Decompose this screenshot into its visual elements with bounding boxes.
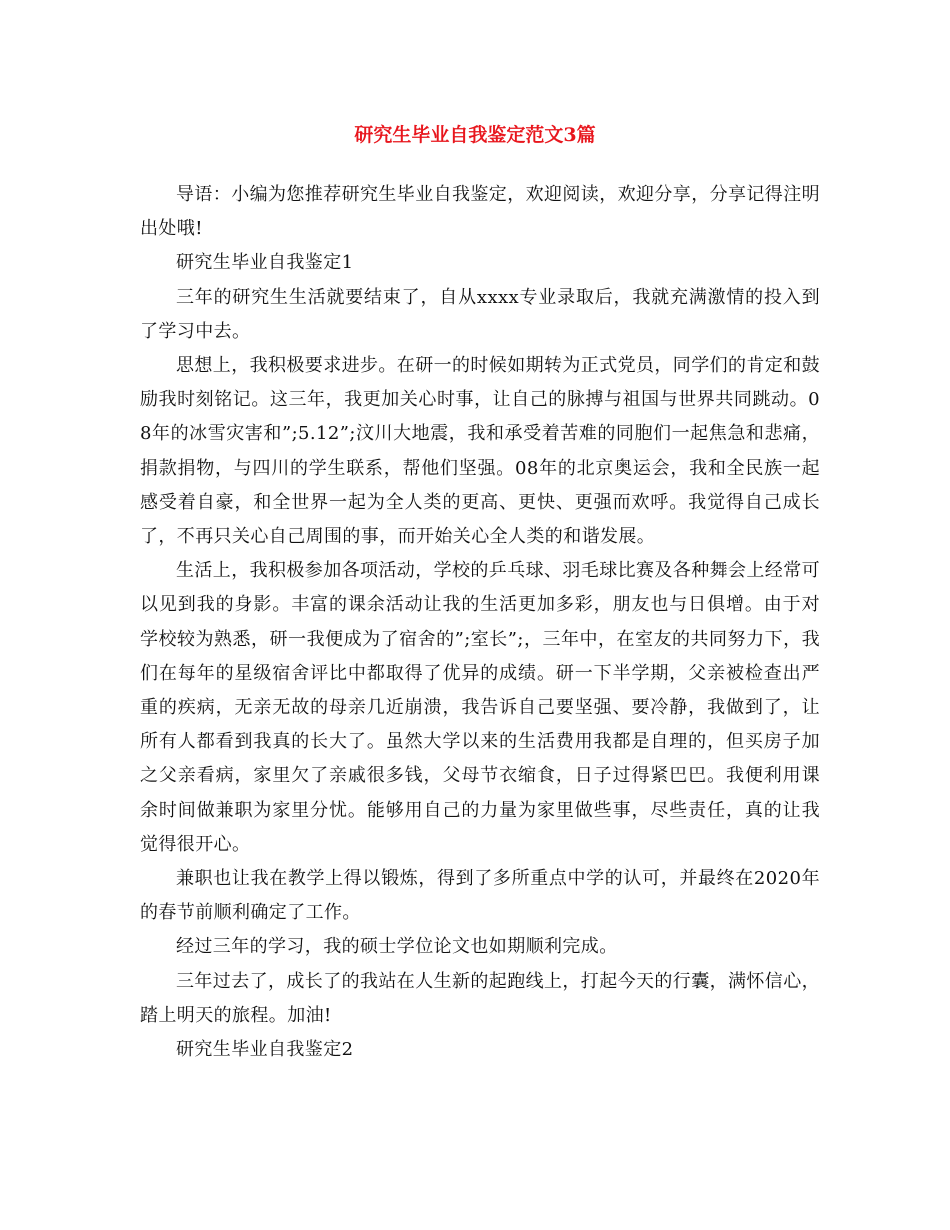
paragraph-3: 生活上，我积极参加各项活动，学校的乒乓球、羽毛球比赛及各种舞会上经常可以见到我的身影。丰富的课余活动让我的生活更加多彩，朋友也与日俱增。由于对学校较为熟悉，研一我便成为了宿舍的”;室长”;，三年中，在室友的共同努力下，我们在每年的星级宿舍评比中都取得了优异的成绩。研一下半学期，父亲被检查出严重的疾病，无亲无故的母亲几近崩溃，我告诉自己要坚强、要冷静，我做到了，让所有人都看到我真的长大了。虽然大学以来的生活费用我都是自理的，但买房子加之父亲看病，家里欠了亲戚很多钱，父母节衣缩食，日子过得紧巴巴。我便利用课余时间做兼职为家里分忧。能够用自己的力量为家里做些事，尽些责任，真的让我觉得很开心。 <box>140 560 820 855</box>
section-heading-2: 研究生毕业自我鉴定2 <box>176 1039 354 1061</box>
paragraph-2: 思想上，我积极要求进步。在研一的时候如期转为正式党员，同学们的肯定和鼓励我时刻铭记。这三年，我更加关心时事，让自己的脉搏与祖国与世界共同跳动。08年的冰雪灾害和”;5.12”;汶川大地震，我和承受着苦难的同胞们一起焦急和悲痛，捐款捐物，与四川的学生联系，帮他们坚强。08年的北京奥运会，我和全民族一起感受着自豪，和全世界一起为全人类的更高、更快、更强而欢呼。我觉得自己成长了，不再只关心自己周围的事，而开始关心全人类的和谐发展。 <box>140 355 820 548</box>
intro-paragraph: 导语：小编为您推荐研究生毕业自我鉴定，欢迎阅读，欢迎分享，分享记得注明出处哦! <box>140 184 820 240</box>
paragraph-6: 三年过去了，成长了的我站在人生新的起跑线上，打起今天的行囊，满怀信心，踏上明天的旅程。加油! <box>140 970 820 1026</box>
document-body <box>140 178 820 1067</box>
document-title: 研究生毕业自我鉴定范文3篇 <box>354 124 596 146</box>
paragraph-1: 三年的研究生生活就要结束了，自从xxxx专业录取后，我就充满激情的投入到了学习中去。 <box>140 286 820 342</box>
section-heading-1: 研究生毕业自我鉴定1 <box>176 252 354 274</box>
paragraph-5: 经过三年的学习，我的硕士学位论文也如期顺利完成。 <box>176 936 618 958</box>
paragraph-4: 兼职也让我在教学上得以锻炼，得到了多所重点中学的认可，并最终在2020年的春节前顺利确定了工作。 <box>140 868 820 924</box>
